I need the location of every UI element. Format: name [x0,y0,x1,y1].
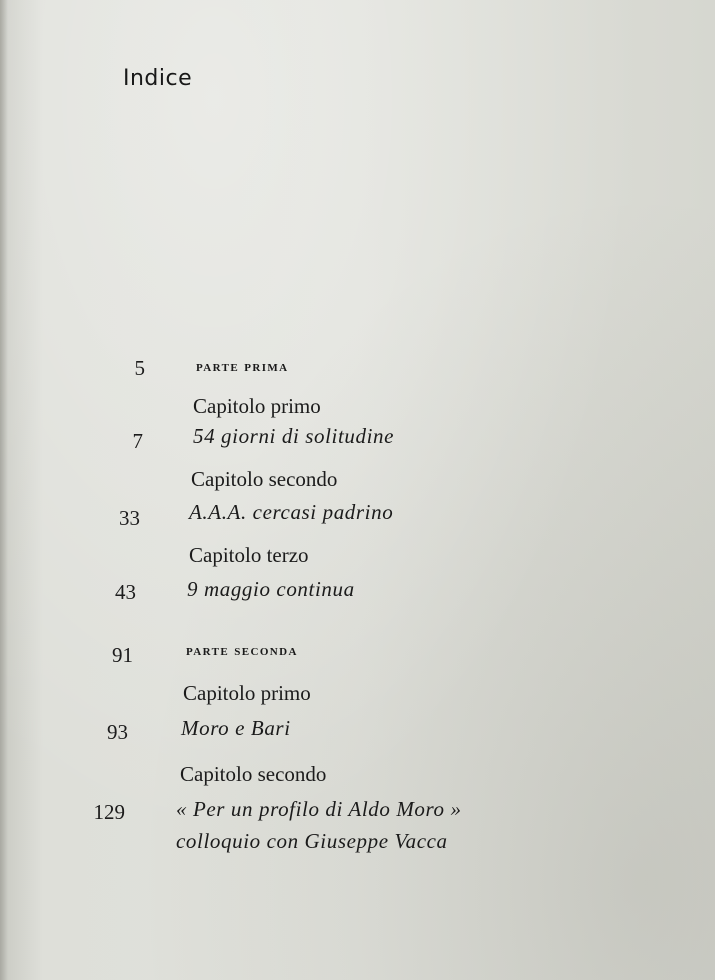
part2-label: parte seconda [186,643,298,659]
part1-chapter3-page: 43 [115,580,136,604]
index-heading: Indice [123,66,193,91]
part1-chapter1-label: Capitolo primo [193,394,321,418]
part2-chapter2-subtitle: colloquio con Giuseppe Vacca [176,829,448,853]
part2-chapter2-page: 129 [93,800,125,824]
part2-page-number: 91 [112,643,133,667]
part1-page-number: 5 [134,356,145,380]
part2-chapter1-label: Capitolo primo [183,681,311,705]
part1-label: parte prima [196,359,289,375]
part1-chapter2-page: 33 [119,506,140,530]
part1-chapter2-title: A.A.A. cercasi padrino [189,500,394,524]
part2-chapter2-title: « Per un profilo di Aldo Moro » [176,797,462,821]
part2-chapter2-label: Capitolo secondo [180,762,327,786]
page-edge-shadow [0,0,8,980]
part1-chapter2-label: Capitolo secondo [191,467,338,491]
part1-chapter3-label: Capitolo terzo [189,543,309,567]
part2-chapter1-title: Moro e Bari [181,716,291,740]
part1-chapter1-title: 54 giorni di solitudine [193,424,395,448]
part1-chapter1-page: 7 [132,429,143,453]
part2-chapter1-page: 93 [107,720,128,744]
part1-chapter3-title: 9 maggio continua [187,577,355,601]
